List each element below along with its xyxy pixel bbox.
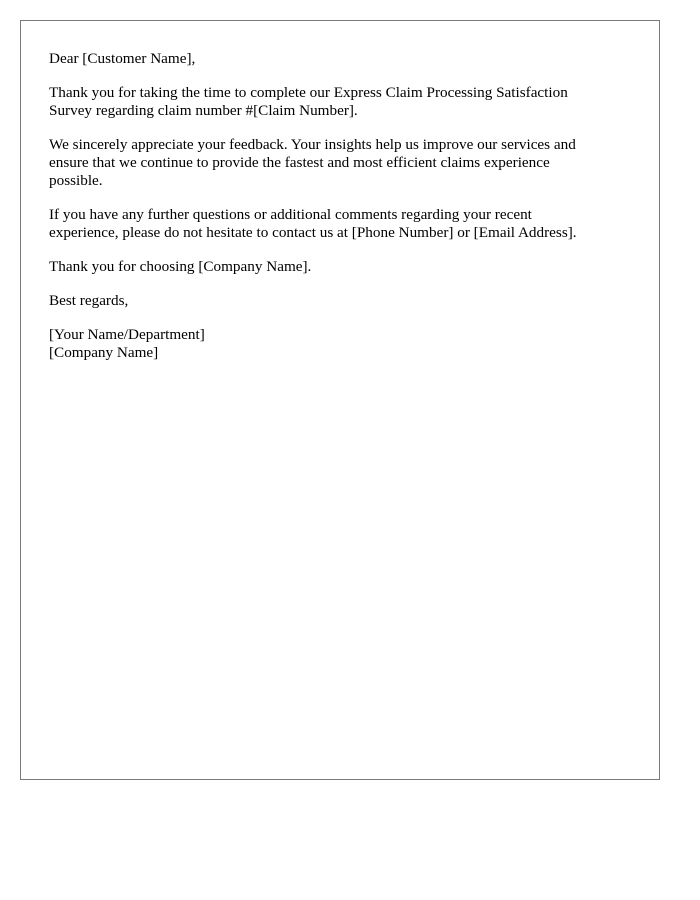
paragraph-line: We sincerely appreciate your feedback. Your insights help us improve our services and: [49, 136, 576, 153]
paragraph-line: If you have any further questions or additional comments regarding your recent: [49, 206, 532, 223]
thanks-text: Thank you for choosing [Company Name].: [49, 258, 312, 275]
paragraph-line: experience, please do not hesitate to contact us at [Phone Number] or [Email Address].: [49, 224, 577, 241]
paragraph-line: possible.: [49, 172, 103, 189]
paragraph-contact-info: [49, 206, 631, 242]
paragraph-line: Thank you for taking the time to complete our Express Claim Processing Satisfaction: [49, 84, 568, 101]
signature-block: [49, 326, 631, 362]
paragraph-line: ensure that we continue to provide the fastest and most efficient claims experience: [49, 154, 550, 171]
paragraph-feedback-appreciation: [49, 136, 631, 190]
signature-company: [Company Name]: [49, 344, 159, 361]
closing-text: Best regards,: [49, 292, 129, 309]
salutation: [49, 50, 631, 68]
signature-name: [Your Name/Department]: [49, 326, 205, 343]
thanks-line: [49, 258, 631, 276]
letter-page: [20, 20, 660, 780]
paragraph-survey-thanks: [49, 84, 631, 120]
closing: [49, 292, 631, 310]
paragraph-line: Survey regarding claim number #[Claim Number].: [49, 102, 358, 119]
salutation-text: Dear [Customer Name],: [49, 50, 196, 67]
